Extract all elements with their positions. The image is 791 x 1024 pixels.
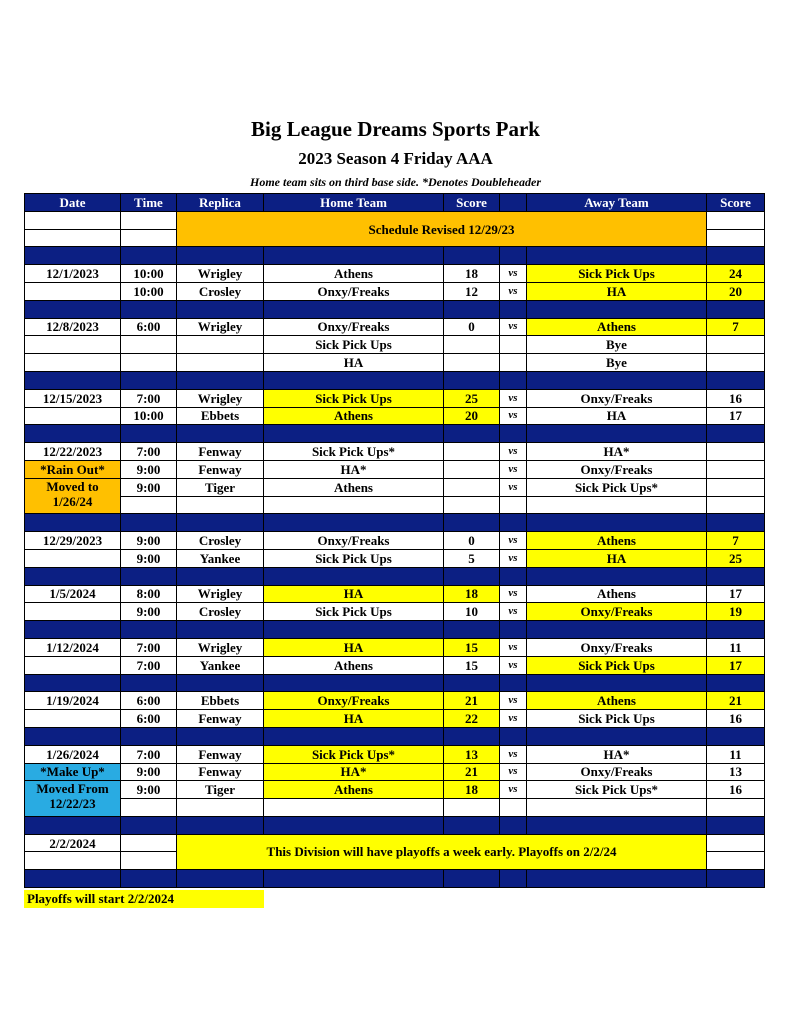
table-row [25, 638, 765, 656]
table-row [25, 656, 765, 674]
home-team-cell: Athens [264, 781, 444, 799]
vs-cell: vs [500, 478, 527, 496]
table-row [25, 318, 765, 336]
separator-row [25, 727, 765, 745]
home-score-cell: 10 [444, 603, 500, 621]
blank-row [25, 496, 765, 514]
vs-cell: vs [500, 318, 527, 336]
separator-row [25, 870, 765, 888]
table-row [25, 478, 765, 496]
away-team-cell: Sick Pick Ups [527, 265, 707, 283]
col-time: Time [121, 194, 177, 212]
playoffs-footer: Playoffs will start 2/2/2024 [24, 890, 264, 908]
date-cell [25, 407, 121, 425]
replica-cell: Yankee [177, 656, 264, 674]
away-score-cell: 13 [707, 763, 765, 781]
col-home-team: Home Team [264, 194, 444, 212]
time-cell: 7:00 [121, 389, 177, 407]
home-score-cell: 13 [444, 745, 500, 763]
away-score-cell: 11 [707, 638, 765, 656]
date-cell: 1/5/2024 [25, 585, 121, 603]
replica-cell: Fenway [177, 710, 264, 728]
blank-row [25, 799, 765, 817]
make-up-note: *Make Up* [25, 763, 121, 781]
home-score-cell: 0 [444, 318, 500, 336]
away-team-cell: Sick Pick Ups [527, 710, 707, 728]
separator-row [25, 300, 765, 318]
time-cell: 9:00 [121, 549, 177, 567]
table-row [25, 763, 765, 781]
away-team-cell: Onxy/Freaks [527, 603, 707, 621]
table-row [25, 336, 765, 354]
revised-banner: Schedule Revised 12/29/23 [177, 211, 707, 247]
col-away-team: Away Team [527, 194, 707, 212]
table-row [25, 460, 765, 478]
home-team-cell: Athens [264, 265, 444, 283]
away-team-cell: HA [527, 407, 707, 425]
replica-cell: Crosley [177, 603, 264, 621]
time-cell: 10:00 [121, 282, 177, 300]
replica-cell: Ebbets [177, 407, 264, 425]
time-cell: 7:00 [121, 443, 177, 461]
table-row [25, 282, 765, 300]
away-score-cell: 17 [707, 407, 765, 425]
home-team-cell: Athens [264, 478, 444, 496]
header-row [25, 194, 765, 212]
home-team-cell: HA* [264, 460, 444, 478]
time-cell: 9:00 [121, 603, 177, 621]
table-row [25, 443, 765, 461]
home-team-cell: Onxy/Freaks [264, 318, 444, 336]
home-team-cell: Sick Pick Ups [264, 549, 444, 567]
table-row [25, 603, 765, 621]
home-team-cell: Sick Pick Ups* [264, 443, 444, 461]
replica-cell: Fenway [177, 460, 264, 478]
replica-cell: Fenway [177, 763, 264, 781]
separator-row [25, 674, 765, 692]
away-team-cell: Onxy/Freaks [527, 638, 707, 656]
separator-row [25, 816, 765, 834]
home-score-cell: 12 [444, 282, 500, 300]
away-team-cell: HA [527, 282, 707, 300]
replica-cell: Wrigley [177, 638, 264, 656]
time-cell: 10:00 [121, 407, 177, 425]
col-date: Date [25, 194, 121, 212]
away-score-cell: 16 [707, 389, 765, 407]
home-team-cell: HA [264, 638, 444, 656]
moved-to-note: Moved to 1/26/24 [25, 478, 121, 514]
home-team-cell: Athens [264, 656, 444, 674]
date-cell [25, 656, 121, 674]
vs-cell: vs [500, 407, 527, 425]
replica-cell: Ebbets [177, 692, 264, 710]
table-row [25, 781, 765, 799]
blank-row [25, 211, 765, 229]
home-team-cell: Sick Pick Ups [264, 389, 444, 407]
date-cell: 1/12/2024 [25, 638, 121, 656]
table-row [25, 354, 765, 372]
vs-cell: vs [500, 585, 527, 603]
date-cell: 1/26/2024 [25, 745, 121, 763]
away-score-cell: 21 [707, 692, 765, 710]
time-cell: 9:00 [121, 781, 177, 799]
vs-cell: vs [500, 745, 527, 763]
home-team-cell: Sick Pick Ups* [264, 745, 444, 763]
vs-cell: vs [500, 656, 527, 674]
vs-cell: vs [500, 603, 527, 621]
table-row [25, 407, 765, 425]
home-team-cell: HA [264, 585, 444, 603]
home-team-cell: Athens [264, 407, 444, 425]
home-team-cell: Onxy/Freaks [264, 692, 444, 710]
away-score-cell: 17 [707, 585, 765, 603]
away-score-cell: 17 [707, 656, 765, 674]
away-team-cell: Bye [527, 354, 707, 372]
away-team-cell: Onxy/Freaks [527, 460, 707, 478]
home-score-cell: 18 [444, 781, 500, 799]
away-team-cell: HA* [527, 443, 707, 461]
table-row [25, 265, 765, 283]
away-score-cell: 24 [707, 265, 765, 283]
time-cell: 6:00 [121, 318, 177, 336]
date-cell: 12/22/2023 [25, 443, 121, 461]
page-subtitle: 2023 Season 4 Friday AAA [298, 149, 493, 168]
table-row [25, 549, 765, 567]
time-cell: 9:00 [121, 478, 177, 496]
home-score-cell: 21 [444, 763, 500, 781]
away-team-cell: Onxy/Freaks [527, 389, 707, 407]
col-home-score: Score [444, 194, 500, 212]
home-team-cell: HA [264, 354, 444, 372]
away-score-cell: 25 [707, 549, 765, 567]
moved-from-note: Moved From 12/22/23 [25, 781, 121, 817]
replica-cell: Wrigley [177, 585, 264, 603]
separator-row [25, 621, 765, 639]
vs-cell: vs [500, 710, 527, 728]
col-vs [500, 194, 527, 212]
home-score-cell: 0 [444, 532, 500, 550]
away-team-cell: HA [527, 549, 707, 567]
home-score-cell: 25 [444, 389, 500, 407]
rain-out-note: *Rain Out* [25, 460, 121, 478]
away-score-cell: 7 [707, 318, 765, 336]
replica-cell: Fenway [177, 745, 264, 763]
replica-cell: Tiger [177, 478, 264, 496]
vs-cell: vs [500, 763, 527, 781]
home-team-cell: Sick Pick Ups [264, 603, 444, 621]
replica-cell: Wrigley [177, 318, 264, 336]
time-cell: 9:00 [121, 763, 177, 781]
vs-cell: vs [500, 781, 527, 799]
vs-cell: vs [500, 443, 527, 461]
vs-cell: vs [500, 265, 527, 283]
replica-cell: Yankee [177, 549, 264, 567]
time-cell: 7:00 [121, 638, 177, 656]
separator-row [25, 371, 765, 389]
replica-cell: Crosley [177, 282, 264, 300]
time-cell: 7:00 [121, 745, 177, 763]
vs-cell: vs [500, 532, 527, 550]
away-team-cell: Onxy/Freaks [527, 763, 707, 781]
home-team-cell: HA [264, 710, 444, 728]
date-cell: 12/8/2023 [25, 318, 121, 336]
date-cell [25, 282, 121, 300]
date-cell: 2/2/2024 [25, 834, 121, 852]
table-row [25, 585, 765, 603]
date-cell [25, 603, 121, 621]
home-score-cell: 15 [444, 638, 500, 656]
time-cell: 6:00 [121, 710, 177, 728]
home-score-cell: 21 [444, 692, 500, 710]
home-team-cell: Onxy/Freaks [264, 532, 444, 550]
vs-cell: vs [500, 460, 527, 478]
vs-cell: vs [500, 549, 527, 567]
vs-cell: vs [500, 282, 527, 300]
home-score-cell: 22 [444, 710, 500, 728]
away-team-cell: Athens [527, 318, 707, 336]
table-row [25, 692, 765, 710]
away-team-cell: Athens [527, 532, 707, 550]
away-team-cell: Sick Pick Ups* [527, 781, 707, 799]
home-team-cell: HA* [264, 763, 444, 781]
date-cell: 1/19/2024 [25, 692, 121, 710]
away-team-cell: Bye [527, 336, 707, 354]
away-score-cell: 11 [707, 745, 765, 763]
separator-row [25, 514, 765, 532]
away-score-cell: 16 [707, 781, 765, 799]
playoff-banner: This Division will have playoffs a week early. Playoffs on 2/2/24 [177, 834, 707, 870]
away-team-cell: Sick Pick Ups* [527, 478, 707, 496]
time-cell: 8:00 [121, 585, 177, 603]
table-row [25, 834, 765, 852]
vs-cell: vs [500, 638, 527, 656]
table-row [25, 745, 765, 763]
home-score-cell: 20 [444, 407, 500, 425]
table-row [25, 532, 765, 550]
schedule-note: Home team sits on third base side. *Denotes Doubleheader [250, 175, 541, 189]
page-title: Big League Dreams Sports Park [251, 117, 540, 141]
time-cell: 7:00 [121, 656, 177, 674]
away-score-cell: 7 [707, 532, 765, 550]
home-score-cell: 15 [444, 656, 500, 674]
replica-cell: Fenway [177, 443, 264, 461]
table-row [25, 389, 765, 407]
date-cell [25, 549, 121, 567]
date-cell: 12/15/2023 [25, 389, 121, 407]
date-cell: 12/29/2023 [25, 532, 121, 550]
away-team-cell: Athens [527, 692, 707, 710]
col-away-score: Score [707, 194, 765, 212]
separator-row [25, 247, 765, 265]
replica-cell: Wrigley [177, 389, 264, 407]
time-cell: 9:00 [121, 460, 177, 478]
away-team-cell: Sick Pick Ups [527, 656, 707, 674]
separator-row [25, 567, 765, 585]
replica-cell: Tiger [177, 781, 264, 799]
vs-cell: vs [500, 389, 527, 407]
time-cell: 10:00 [121, 265, 177, 283]
time-cell: 9:00 [121, 532, 177, 550]
schedule-table [24, 193, 765, 888]
separator-row [25, 425, 765, 443]
vs-cell: vs [500, 692, 527, 710]
home-score-cell: 5 [444, 549, 500, 567]
away-team-cell: HA* [527, 745, 707, 763]
date-cell: 12/1/2023 [25, 265, 121, 283]
date-cell [25, 710, 121, 728]
away-team-cell: Athens [527, 585, 707, 603]
home-score-cell: 18 [444, 585, 500, 603]
replica-cell: Wrigley [177, 265, 264, 283]
table-row [25, 710, 765, 728]
time-cell: 6:00 [121, 692, 177, 710]
col-replica: Replica [177, 194, 264, 212]
home-team-cell: Onxy/Freaks [264, 282, 444, 300]
away-score-cell: 20 [707, 282, 765, 300]
away-score-cell: 16 [707, 710, 765, 728]
away-score-cell: 19 [707, 603, 765, 621]
replica-cell: Crosley [177, 532, 264, 550]
home-team-cell: Sick Pick Ups [264, 336, 444, 354]
home-score-cell: 18 [444, 265, 500, 283]
